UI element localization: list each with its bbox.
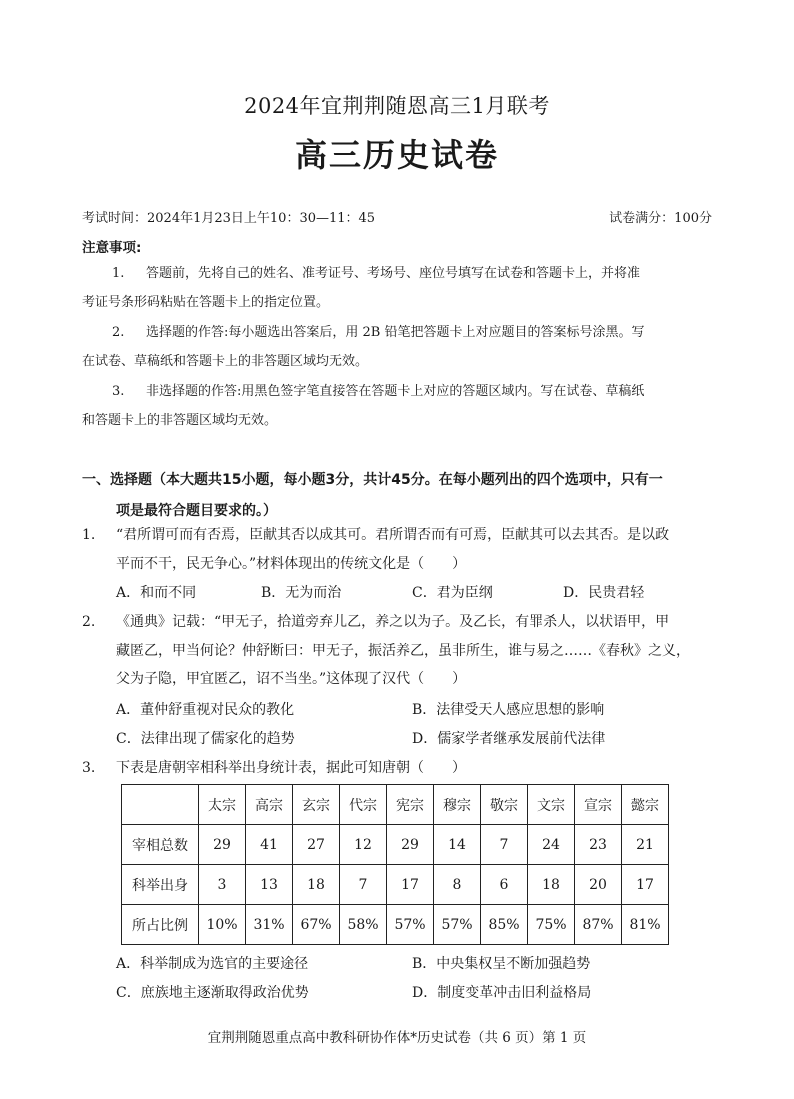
table-header-cell: 穆宗 bbox=[434, 785, 481, 825]
notice-item-number: 2. bbox=[112, 325, 125, 340]
notice-item-text: 选择题的作答:每小题选出答案后，用 2B 铅笔把答题卡上对应题目的答案标号涂黑。写 bbox=[146, 325, 645, 340]
table-cell: 29 bbox=[199, 825, 246, 865]
question-3-options-row1 bbox=[116, 950, 716, 978]
table-cell: 57% bbox=[387, 905, 434, 945]
question-stem-line: 平而不干，民无争心。”材料体现出的传统文化是（ ） bbox=[116, 555, 467, 572]
table-cell: 29 bbox=[387, 825, 434, 865]
notice-item-number: 3. bbox=[112, 384, 125, 399]
section-heading-line: 项是最符合题目要求的。） bbox=[116, 503, 277, 519]
table-cell: 17 bbox=[622, 865, 669, 905]
option-c[interactable]: C．君为臣纲 bbox=[412, 585, 493, 601]
notice-item-1 bbox=[82, 259, 714, 317]
table-header-cell bbox=[122, 785, 199, 825]
table-header-cell: 高宗 bbox=[246, 785, 293, 825]
question-2-options-row1 bbox=[116, 696, 716, 724]
table-cell: 7 bbox=[340, 865, 387, 905]
table-cell: 6 bbox=[481, 865, 528, 905]
question-stem-line: “君所谓可而有否焉，臣献其否以成其可。君所谓否而有可焉，臣献其可以去其否。是以政 bbox=[116, 527, 670, 543]
table-cell: 75% bbox=[528, 905, 575, 945]
notice-item-3 bbox=[82, 377, 714, 435]
notice-item-text: 答题前，先将自己的姓名、准考证号、考场号、座位号填写在试卷和答题卡上，并将准 bbox=[146, 266, 641, 281]
option-b[interactable]: B．无为而治 bbox=[261, 585, 342, 601]
question-stem-line: 藏匿乙，甲当何论？仲舒断曰：甲无子，振活养乙，虽非所生，谁与易之……《春秋》之义， bbox=[116, 642, 690, 659]
notice-item-text: 非选择题的作答:用黑色签字笔直接答在答题卡上对应的答题区域内。写在试卷、草稿纸 bbox=[146, 384, 645, 399]
table-cell: 17 bbox=[387, 865, 434, 905]
table-cell: 3 bbox=[199, 865, 246, 905]
table-row bbox=[122, 825, 669, 865]
table-cell: 7 bbox=[481, 825, 528, 865]
option-d[interactable]: D．制度变革冲击旧利益格局 bbox=[412, 985, 592, 1001]
section-heading-line: 一、选择题（本大题共15小题，每小题3分，共计45分。在每小题列出的四个选项中，只有一 bbox=[82, 472, 663, 488]
table-cell: 10% bbox=[199, 905, 246, 945]
option-a[interactable]: A．董仲舒重视对民众的教化 bbox=[116, 702, 295, 718]
table-cell: 27 bbox=[293, 825, 340, 865]
table-cell: 41 bbox=[246, 825, 293, 865]
table-row bbox=[122, 905, 669, 945]
table-header-cell: 懿宗 bbox=[622, 785, 669, 825]
option-a[interactable]: A．和而不同 bbox=[116, 585, 197, 601]
table-header-cell: 代宗 bbox=[340, 785, 387, 825]
table-header-cell: 宣宗 bbox=[575, 785, 622, 825]
table-cell: 宰相总数 bbox=[122, 825, 199, 865]
table-cell: 18 bbox=[528, 865, 575, 905]
option-d[interactable]: D．民贵君轻 bbox=[563, 585, 645, 601]
notice-title: 注意事项: bbox=[82, 240, 142, 256]
table-row bbox=[122, 865, 669, 905]
table-cell: 14 bbox=[434, 825, 481, 865]
option-d[interactable]: D．儒家学者继承发展前代法律 bbox=[412, 731, 606, 747]
question-number: 2. bbox=[82, 614, 96, 630]
option-c[interactable]: C．庶族地主逐渐取得政治优势 bbox=[116, 985, 309, 1001]
exam-time: 考试时间：2024年1月23日上午10：30—11：45 bbox=[82, 211, 376, 226]
question-number: 1. bbox=[82, 527, 96, 543]
table-header-cell: 太宗 bbox=[199, 785, 246, 825]
table-header-row bbox=[122, 785, 669, 825]
table-header-cell: 宪宗 bbox=[387, 785, 434, 825]
question-1-options bbox=[116, 579, 716, 607]
table-cell: 31% bbox=[246, 905, 293, 945]
table-cell: 科举出身 bbox=[122, 865, 199, 905]
exam-subtitle: 高三历史试卷 bbox=[294, 136, 499, 174]
exam-title: 2024年宜荆荆随恩高三1月联考 bbox=[244, 94, 550, 118]
section-heading bbox=[82, 465, 718, 527]
table-cell: 23 bbox=[575, 825, 622, 865]
question-3 bbox=[82, 754, 718, 783]
page-footer: 宜荆荆随恩重点高中教科研协作体*历史试卷（共 6 页）第 1 页 bbox=[207, 1030, 587, 1046]
notice-item-text: 在试卷、草稿纸和答题卡上的非答题区域均无效。 bbox=[82, 354, 369, 369]
table-header-cell: 敬宗 bbox=[481, 785, 528, 825]
table-cell: 67% bbox=[293, 905, 340, 945]
question-1 bbox=[82, 521, 718, 578]
notice-item-text: 考证号条形码粘贴在答题卡上的指定位置。 bbox=[82, 295, 330, 310]
question-number: 3. bbox=[82, 760, 96, 776]
table-cell: 12 bbox=[340, 825, 387, 865]
option-b[interactable]: B．中央集权呈不断加强趋势 bbox=[412, 956, 591, 972]
question-2-options-row2 bbox=[116, 725, 716, 753]
option-a[interactable]: A．科举制成为选官的主要途径 bbox=[116, 956, 309, 972]
table-cell: 20 bbox=[575, 865, 622, 905]
table-cell: 24 bbox=[528, 825, 575, 865]
table-cell: 87% bbox=[575, 905, 622, 945]
table-cell: 13 bbox=[246, 865, 293, 905]
notice-item-text: 和答题卡上的非答题区域均无效。 bbox=[82, 413, 278, 428]
question-stem-line: 《通典》记载：“甲无子，拾道旁弃儿乙，养之以为子。及乙长，有罪杀人，以状语甲，甲 bbox=[116, 614, 670, 630]
chancellor-statistics-table bbox=[121, 784, 669, 945]
option-b[interactable]: B．法律受天人感应思想的影响 bbox=[412, 702, 605, 718]
notice-item-2 bbox=[82, 318, 714, 376]
option-c[interactable]: C．法律出现了儒家化的趋势 bbox=[116, 731, 295, 747]
full-score: 试卷满分：100分 bbox=[609, 211, 712, 226]
table-cell: 21 bbox=[622, 825, 669, 865]
table-cell: 85% bbox=[481, 905, 528, 945]
table-cell: 8 bbox=[434, 865, 481, 905]
question-stem-line: 下表是唐朝宰相科举出身统计表，据此可知唐朝（ ） bbox=[116, 760, 466, 776]
question-2 bbox=[82, 608, 718, 694]
question-stem-line: 父为子隐，甲宜匿乙，诏不当坐。”这体现了汉代（ ） bbox=[116, 671, 467, 687]
table-cell: 57% bbox=[434, 905, 481, 945]
table-cell: 58% bbox=[340, 905, 387, 945]
table-cell: 81% bbox=[622, 905, 669, 945]
table-header-cell: 文宗 bbox=[528, 785, 575, 825]
question-3-options-row2 bbox=[116, 979, 716, 1007]
table-cell: 所占比例 bbox=[122, 905, 199, 945]
table-cell: 18 bbox=[293, 865, 340, 905]
table-header-cell: 玄宗 bbox=[293, 785, 340, 825]
notice-item-number: 1. bbox=[112, 266, 125, 281]
